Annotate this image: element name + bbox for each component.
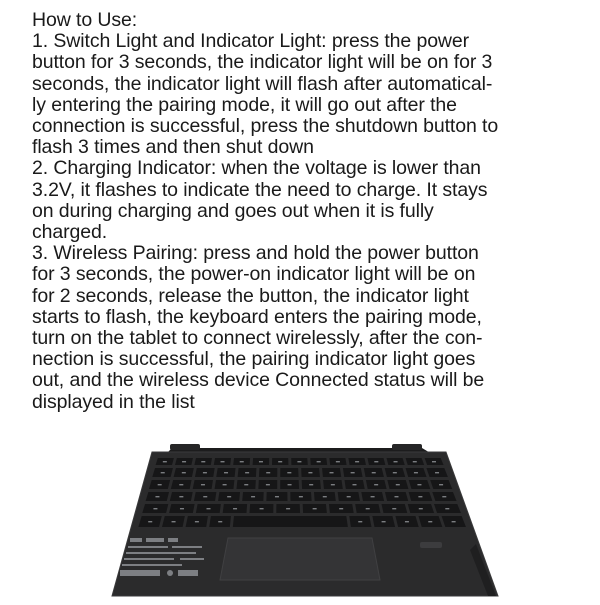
key-legend [223, 484, 227, 485]
key-legend [158, 484, 162, 485]
touchpad-icon [220, 538, 380, 580]
key-legend [417, 484, 421, 485]
key-legend [240, 461, 244, 462]
key-legend [203, 496, 207, 497]
key-legend [372, 472, 376, 473]
key-legend [313, 508, 317, 509]
keyboard-illustration [110, 440, 510, 600]
key-legend [299, 496, 303, 497]
key-legend [221, 461, 225, 462]
key-legend [339, 508, 343, 509]
key-legend [419, 508, 423, 509]
key-legend [435, 472, 439, 473]
key-legend [405, 521, 409, 522]
key-legend [278, 461, 282, 462]
key-legend [347, 496, 351, 497]
key-legend [297, 461, 301, 462]
key-legend [179, 496, 183, 497]
key-legend [179, 484, 183, 485]
key-legend [153, 508, 157, 509]
key-legend [396, 484, 400, 485]
key-legend [374, 461, 378, 462]
key-legend [374, 484, 378, 485]
key-legend [207, 508, 211, 509]
key-legend [287, 472, 291, 473]
key-legend [452, 521, 456, 522]
key-legend [382, 521, 386, 522]
key-legend [224, 472, 228, 473]
key-legend [414, 472, 418, 473]
key-legend [323, 496, 327, 497]
key-legend [201, 461, 205, 462]
key-legend [366, 508, 370, 509]
key-legend [413, 461, 417, 462]
key-legend [418, 496, 422, 497]
key-legend [201, 484, 205, 485]
key-legend [331, 484, 335, 485]
key-legend [251, 496, 255, 497]
key-legend [439, 484, 443, 485]
key-legend [394, 496, 398, 497]
instruction-step-1: 1. Switch Light and Indicator Light: press the power button for 3 seconds, the indicator light will be on for 3 seconds, the indicator light will flash after automatical- ly entering the pairing mode, it will go out after the connection is successful, press the shutdown button to flash 3 times and then shut down [32, 30, 499, 159]
key-legend [371, 496, 375, 497]
key-legend [203, 472, 207, 473]
key-legend [163, 461, 167, 462]
key-legend [259, 461, 263, 462]
key-legend [432, 461, 436, 462]
key-legend [161, 472, 165, 473]
key-legend [195, 521, 199, 522]
key-legend [309, 484, 313, 485]
key-legend [330, 472, 334, 473]
key-legend [275, 496, 279, 497]
key-legend [394, 461, 398, 462]
key-legend [442, 496, 446, 497]
key-legend [392, 508, 396, 509]
key-legend [336, 461, 340, 462]
key-legend [445, 508, 449, 509]
keyboard-key [233, 516, 348, 527]
key-legend [180, 508, 184, 509]
key-legend [148, 521, 152, 522]
key-legend [155, 496, 159, 497]
key-legend [428, 521, 432, 522]
key-legend [351, 472, 355, 473]
key-legend [182, 461, 186, 462]
instruction-step-3: 3. Wireless Pairing: press and hold the power button for 3 seconds, the power-on indicator light will be on for 2 seconds, release the button, the indicator light starts to flash, the keyboard enters the pairing mode, turn on the tablet to connect wirelessly, after the con- nection is successful, the pairing indicator light goes out, and the wireless device Connected status will be displayed in the list [32, 242, 485, 413]
key-legend [172, 521, 176, 522]
key-legend [288, 484, 292, 485]
key-legend [352, 484, 356, 485]
key-legend [266, 472, 270, 473]
key-legend [233, 508, 237, 509]
key-legend [182, 472, 186, 473]
key-legend [227, 496, 231, 497]
usage-instructions [32, 10, 580, 413]
key-legend [286, 508, 290, 509]
key-legend [245, 472, 249, 473]
key-legend [355, 461, 359, 462]
key-legend [358, 521, 362, 522]
instructions-heading: How to Use: [32, 9, 138, 31]
key-legend [393, 472, 397, 473]
key-legend [308, 472, 312, 473]
key-legend [244, 484, 248, 485]
key-legend [218, 521, 222, 522]
instruction-step-2: 2. Charging Indicator: when the voltage is lower than 3.2V, it flashes to indicate the need to charge. It stays on during charging and goes out when it is fully charged. [32, 157, 488, 244]
key-legend [317, 461, 321, 462]
keyboard-image [110, 440, 510, 605]
key-legend [266, 484, 270, 485]
key-legend [260, 508, 264, 509]
